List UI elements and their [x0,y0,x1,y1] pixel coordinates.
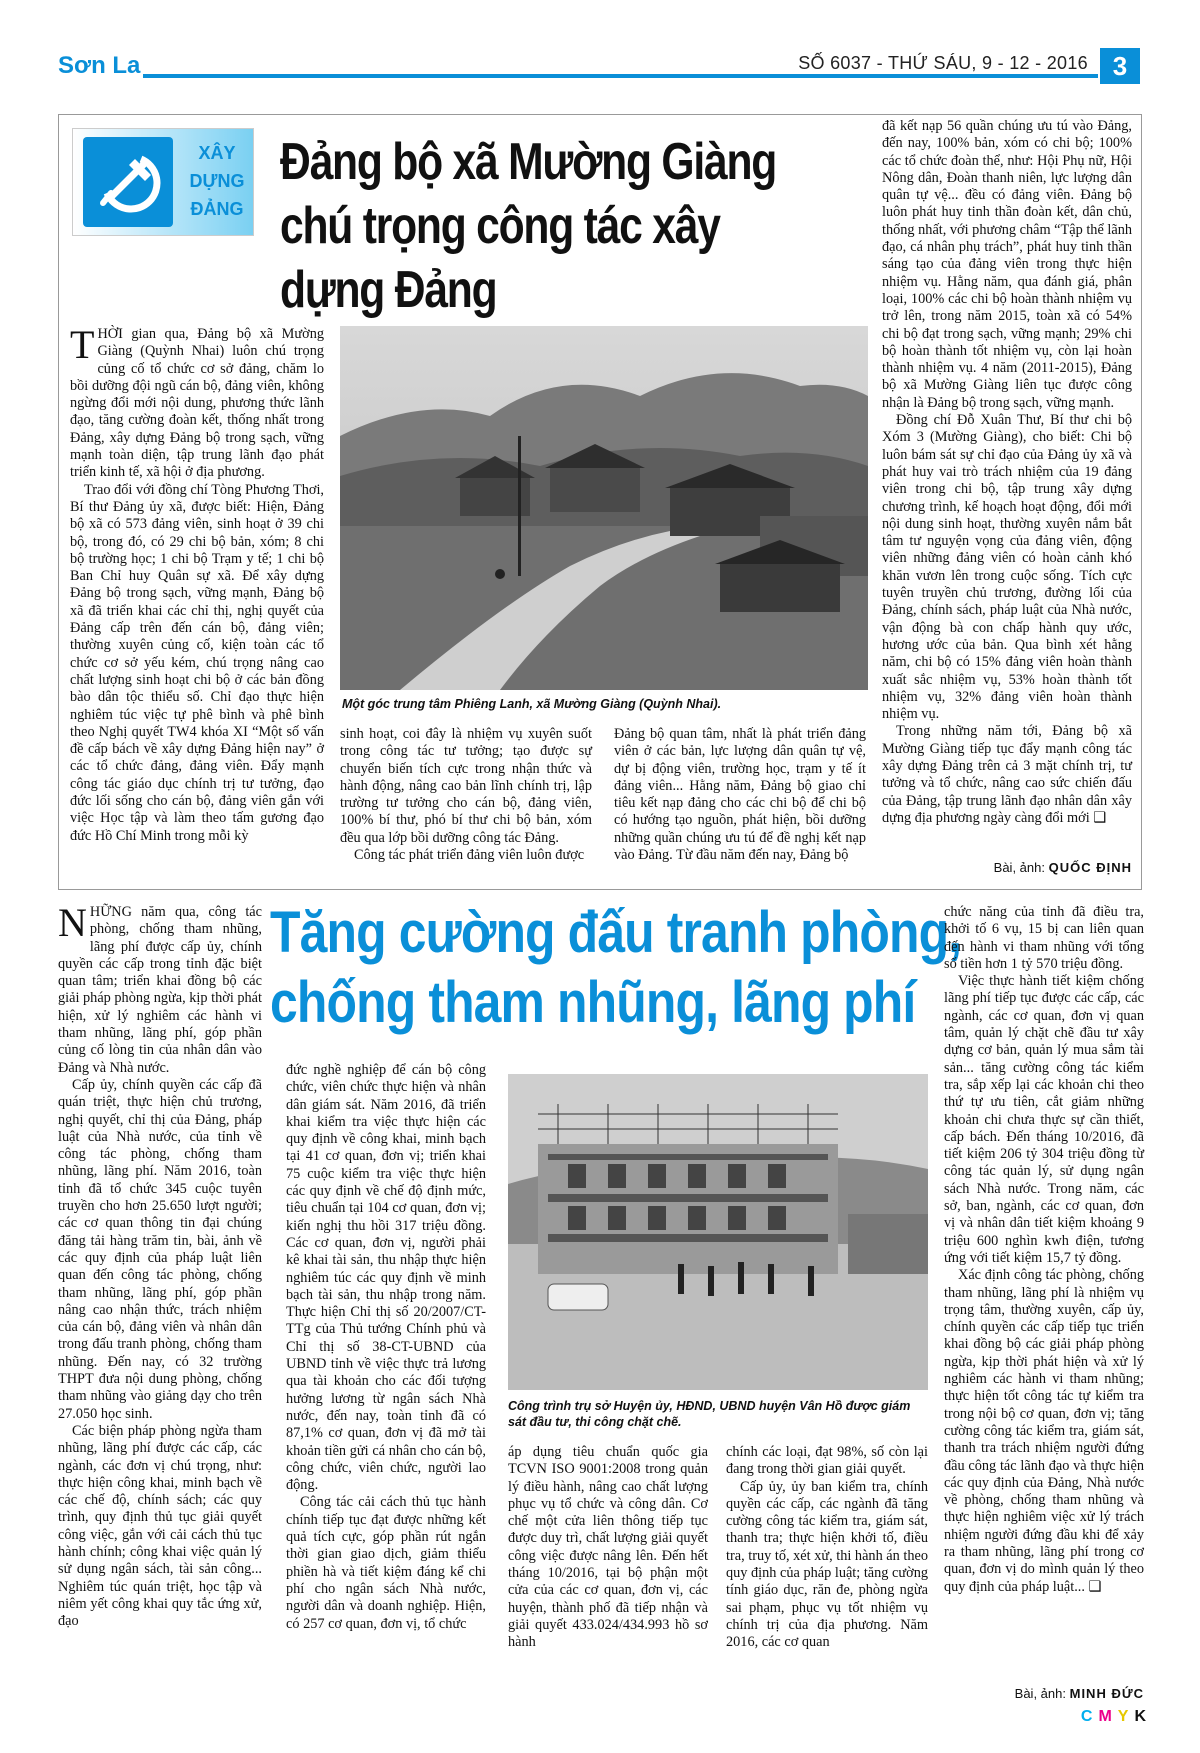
article-2-title: Tăng cường đấu tranh phòng, chống tham nhũng, lãng phí [270,900,962,1035]
logo-text: XÂY DỰNG ĐẢNG [189,143,245,219]
section-name: Sơn La [58,52,141,79]
article-2-col-4: chính các loại, đạt 98%, số còn lại đang trong thời gian giải quyết. Cấp ủy, ủy ban kiểm tra, chính quyền các cấp, các ngành đã tăng cường công tác kiểm tra, giám sát, thanh tra; thực hiện khởi tố, điều tra, truy tố, xét xử, thi hành án theo quy định của pháp luật; tăng cường tính giáo dục, răn đe, phòng ngừa sai phạm, phục vụ tốt nhiệm vụ chính trị của địa phương. Năm 2016, các cơ quan [726,1444,928,1651]
article-1-col-3: Đảng bộ quan tâm, nhất là phát triển đảng viên ở các bản, lực lượng dân quân tự vệ, dự bị động viên, trường học, trạm y tế ít đảng viên... Hằng năm, Đảng bộ giao chỉ tiêu kết nạp đảng cho các chi bộ để chi bộ có hướng tạo nguồn, phát hiện, bồi dưỡng những quần chúng ưu tú để đề nghị kết nạp vào Đảng. Từ đầu năm đến nay, Đảng bộ [614,726,866,864]
cmyk-k: K [1134,1708,1152,1725]
article-1-col-1: THỜI gian qua, Đảng bộ xã Mường Giàng (Quỳnh Nhai) luôn chú trọng củng cố tổ chức cơ sở đảng, chăm lo bồi dưỡng đội ngũ cán bộ, đảng viên, không ngừng đổi mới nội dung, phương thức lãnh đạo, tăng cường đoàn kết, thống nhất trong Đảng, xây dựng Đảng bộ trong sạch, vững mạnh toàn diện, tập trung lãnh đạo phát triển kinh tế, xã hội ở địa phương. Trao đổi với đồng chí Tòng Phương Thơi, Bí thư Đảng ủy xã, được biết: Hiện, Đảng bộ xã có 573 đảng viên, sinh hoạt ở 39 chi bộ, trong đó, có 29 chi bộ bản, xóm; 8 chi bộ trường học; 1 chi bộ Trạm y tế; 1 chi bộ Ban Chỉ huy Quân sự xã. Để xây dựng Đảng bộ trong sạch, vững mạnh, Đảng bộ xã đã triển khai các chỉ thị, nghị quyết của Đảng cấp trên đến cán bộ, đảng viên; thường xuyên củng cố, kiện toàn các tổ chức cơ sở yếu kém, chú trọng nâng cao chất lượng sinh hoạt chi bộ ở các bản đồng bào dân tộc thiểu số. Chỉ đạo thực hiện nghiêm túc việc tự phê bình và phê bình theo Nghị quyết TW4 khóa XI “Một số vấn đề cấp bách về xây dựng Đảng hiện nay” ở các tổ chức đảng, đảng viên. Đẩy mạnh công tác giáo dục chính trị tư tưởng, đạo đức lối sống cho cán bộ, đảng viên gắn với việc Học tập và làm theo tấm gương đạo đức Hồ Chí Minh trong mỗi kỳ [70,322,324,844]
cmyk-c: C [1080,1708,1099,1725]
page-number: 3 [1100,48,1140,84]
article-1-col-2: sinh hoạt, coi đây là nhiệm vụ xuyên suốt trong công tác tư tưởng; tạo được sự chuyển biến tích cực trong nhận thức và hành động, nâng cao bản lĩnh chính trị, lập trường tư tưởng cho cán bộ, đảng viên, 100% bí thư, phó bí thư chi bộ bản, xóm đều qua lớp bồi dưỡng công tác Đảng. Công tác phát triển đảng viên luôn được [340,726,592,864]
article-1-photo [340,326,868,690]
cmyk-m: M [1098,1708,1118,1725]
article-1-title: Đảng bộ xã Mường Giàng chú trọng công tác xây dựng Đảng [280,133,777,319]
article-2-col-5: chức năng của tỉnh đã điều tra, khởi tố 6 vụ, 15 bị can liên quan đến hành vi tham nhũng với tổng số tiền hơn 1 tỷ 570 triệu đồng. Việc thực hành tiết kiệm chống lãng phí tiếp tục được các cấp, các ngành, các cơ quan, đơn vị quan tâm, quản lý chặt chẽ đầu tư xây dựng cơ bản, quản lý mua sắm tài sản... tăng cường công tác kiểm tra, sắp xếp lại các khoản chi theo thứ tự ưu tiên, cắt giảm những khoản chi chưa thực sự cần thiết, cấp bách. Đến tháng 10/2016, đã tiết kiệm 206 tỷ 304 triệu đồng từ công tác quản lý, sử dụng ngân sách Nhà nước. Trong năm, các sở, ban, ngành, các cơ quan, đơn vị và nhân dân tiết kiệm khoảng 9 triệu 600 nghìn kwh điện, tương ứng với tiết kiệm 15,7 tỷ đồng. Xác định công tác phòng, chống tham nhũng, lãng phí là nhiệm vụ trọng tâm, thường xuyên, cấp ủy, chính quyền các cấp tiếp tục triển khai đồng bộ các giải pháp phòng ngừa, kịp thời phát hiện và xử lý nghiêm các hành vi tham nhũng; thực hiện tốt công tác tự kiểm tra trong nội bộ cơ quan, đơn vị; tăng cường công tác kiểm tra, giám sát, thanh tra trách nhiệm người đứng đầu công tác lãnh đạo và thực hiện các quy định của Đảng, Nhà nước về phòng, chống tham nhũng và thực hiện nghiêm việc xử lý trách nhiệm người đứng đầu khi để xảy ra tham nhũng, lãng phí trong cơ quan, đơn vị do mình quản lý theo quy định của pháp luật... ❑ [944,904,1144,1595]
article-2-photo-caption: Công trình trụ sở Huyện ủy, HĐND, UBND huyện Vân Hồ được giám sát đầu tư, thi công chặt chẽ. [508,1399,911,1429]
hammer-sickle-icon [83,137,173,227]
article-1-byline: Bài, ảnh: QUỐC ĐỊNH [993,860,1132,875]
dropcap: T [70,322,95,367]
article-1-col-4: đã kết nạp 56 quần chúng ưu tú vào Đảng, đến nay, 100% bản, xóm có chi bộ; 100% các tổ chức đoàn thể, như: Hội Phụ nữ, Hội Nông dân, Đoàn thanh niên, lực lượng dân quân tự vệ... đều có đảng viên. Đảng bộ luôn phát huy tinh thần đoàn kết, dân chủ, thống nhất, với phương châm “Tập thể lãnh đạo, cá nhân phụ trách”, phát huy tinh thần sáng tạo của đảng viên trong thực hiện nhiệm vụ. Hằng năm, qua đánh giá, phân loại, 100% các chi bộ hoàn thành nhiệm vụ trở lên, trong năm 2015, toàn xã có 54% chi bộ đạt trong sạch, vững mạnh; 29% chi bộ hoàn thành tốt nhiệm vụ, còn lại hoàn thành nhiệm vụ. 4 năm (2011-2015), Đảng bộ xã Mường Giàng liên tục được công nhận là Đảng bộ trong sạch, vững mạnh. Đồng chí Đỗ Xuân Thư, Bí thư chi bộ Xóm 3 (Mường Giàng), cho biết: Chi bộ luôn bám sát sự chỉ đạo của Đảng ủy xã và phát huy vai trò trách nhiệm của 19 đảng viên trong chi bộ, tập trung xây dựng chương trình, kế hoạch hoạt động, đổi mới nội dung sinh hoạt, thường xuyên nắm bắt tâm tư nguyện vọng của đảng viên, động viên những đảng viên có hoàn cảnh khó khăn vươn lên trong cuộc sống. Tích cực tuyên truyền chủ trương, đường lối của Đảng, chính sách, pháp luật của Nhà nước, vận động bà con chấp hành quy ước, hương ước của bản. Qua bình xét hằng năm, chi bộ có 15% đảng viên hoàn thành xuất sắc nhiệm vụ, 53% hoàn thành tốt nhiệm vụ, 32% đảng viên hoàn thành nhiệm vụ. Trong những năm tới, Đảng bộ xã Mường Giàng tiếp tục đẩy mạnh công tác xây dựng Đảng trên cả 3 mặt chính trị, tư tưởng và tổ chức, nâng cao sức chiến đấu của Đảng, tập trung lãnh đạo nhân dân xây dựng địa phương ngày càng đổi mới ❑ [882,118,1132,826]
cmyk-registration [1081,1708,1152,1726]
article-2-photo [508,1074,928,1390]
article-2-col-1: NHỮNG năm qua, công tác phòng, chống tham nhũng, lãng phí được cấp ủy, chính quyền các cấp trong tỉnh đặc biệt quan tâm; triển khai đồng bộ các giải pháp phòng ngừa, kịp thời phát hiện, xử lý nghiêm các hành vi tham nhũng, lãng phí, góp phần củng cố lòng tin của nhân dân vào Đảng và Nhà nước. Cấp ủy, chính quyền các cấp đã quán triệt, thực hiện chủ trương, nghị quyết, chỉ thị của Đảng, pháp luật của Nhà nước, của tỉnh về công tác phòng, chống tham nhũng, lãng phí. Năm 2016, toàn tỉnh đã tổ chức 345 cuộc tuyên truyền cho hơn 25.650 lượt người; các cơ quan thông tin đại chúng đăng tải hàng trăm tin, bài, ảnh về các quy định của pháp luật liên quan đến công tác phòng, chống tham nhũng, lãng phí, góp phần nâng cao nhận thức, trách nhiệm của cán bộ, đảng viên và nhân dân trong đấu tranh phòng, chống tham nhũng. Đến nay, có 32 trường THPT đưa nội dung phòng, chống tham nhũng vào giảng dạy cho trên 27.050 học sinh. Các biện pháp phòng ngừa tham nhũng, lãng phí được các cấp, các ngành, các đơn vị chú trọng, như: thực hiện công khai, minh bạch về các chế độ, chính sách; các quy trình, quy định thủ tục giải quyết công việc, gắn với cải cách thủ tục hành chính; công khai việc quản lý sử dụng ngân sách, tài sản công... Nghiêm túc quán triệt, học tập và niêm yết công khai quy tắc ứng xử, đạo [58,900,262,1630]
party-building-logo [72,128,254,236]
issue-info: SỐ 6037 - THỨ SÁU, 9 - 12 - 2016 [798,53,1088,73]
article-1-photo-caption: Một góc trung tâm Phiêng Lanh, xã Mường Giàng (Quỳnh Nhai). [342,697,722,711]
article-2-col-3: áp dụng tiêu chuẩn quốc gia TCVN ISO 9001:2008 trong quản lý điều hành, nâng cao chất lượng phục vụ tổ chức và công dân. Cơ chế một cửa liên thông tiếp tục được duy trì, chất lượng giải quyết công việc được nâng lên. Đến hết tháng 10/2016, tại bộ phận một cửa của các cơ quan, đơn vị, các huyện, thành phố đã tiếp nhận và giải quyết 433.024/434.993 hồ sơ hành [508,1444,708,1651]
article-2-byline: Bài, ảnh: MINH ĐỨC [1014,1686,1144,1701]
dropcap: N [58,900,87,945]
article-2-col-2: đức nghề nghiệp để cán bộ công chức, viên chức thực hiện và nhân dân giám sát. Năm 2016, đã triển khai kiểm tra việc thực hiện các quy định về công khai, minh bạch tại 41 cơ quan, đơn vị; triển khai 75 cuộc kiểm tra việc thực hiện các quy định về chế độ định mức, tiêu chuẩn tại 104 cơ quan, đơn vị; kiến nghị thu hồi 317 triệu đồng. Các cơ quan, đơn vị, người phải kê khai tài sản, thu nhập thực hiện nghiêm túc các quy định về minh bạch tài sản, thu nhập trong năm. Thực hiện Chỉ thị số 20/2007/CT-TTg của Thủ tướng Chính phủ và Chỉ thị số 38-CT-UBND của UBND tỉnh về việc thực trả lương qua tài khoản cho các đối tượng hưởng lương từ ngân sách Nhà nước, đến nay, toàn tỉnh đã có 87,1% cơ quan, đơn vị đã mở tài khoản tiền gửi cá nhân cho cán bộ, công chức, viên chức, người lao động. Công tác cải cách thủ tục hành chính tiếp tục đạt được những kết quả tích cực, góp phần rút ngắn thời gian giao dịch, giảm thiểu phiền hà và tiết kiệm đáng kể chi phí cho ngân sách Nhà nước, người dân và doanh nghiệp. Hiện, có 257 cơ quan, đơn vị, tổ chức [286,1062,486,1632]
page-header [58,48,1140,86]
cmyk-y: Y [1117,1708,1135,1725]
header-rule [143,74,1098,78]
